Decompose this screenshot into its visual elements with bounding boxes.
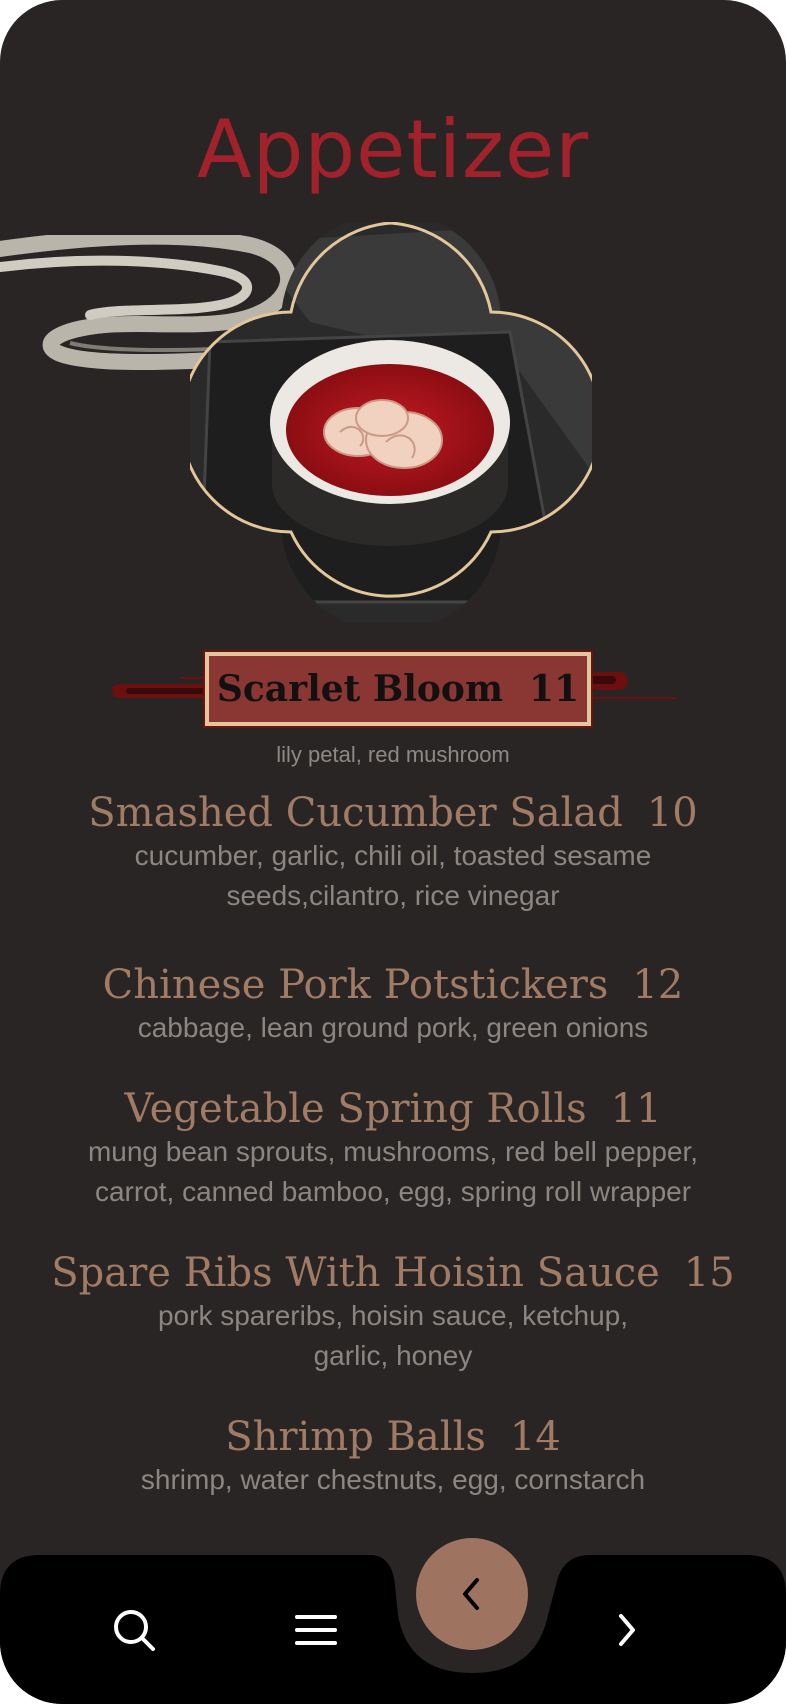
menu-item[interactable] — [40, 1250, 746, 1376]
dish-photo[interactable] — [190, 222, 592, 622]
menu-item-title — [40, 790, 746, 836]
chevron-left-icon — [457, 1574, 487, 1614]
menu-item-description: garlic, honey — [313, 1340, 473, 1371]
ornament-right — [588, 672, 678, 702]
menu-item-description: carrot, canned bamboo, egg, spring roll wrapper — [94, 1176, 692, 1207]
menu-item-description: shrimp, water chestnuts, egg, cornstarch — [140, 1464, 646, 1495]
next-button[interactable] — [596, 1600, 656, 1660]
previous-button[interactable] — [416, 1538, 528, 1650]
menu-button[interactable] — [286, 1600, 346, 1660]
menu-item-name: Spare Ribs With Hoisin Sauce — [51, 1250, 660, 1296]
menu-item-price: 11 — [610, 1086, 662, 1132]
menu-item-title — [40, 1086, 746, 1132]
menu-item-name: Vegetable Spring Rolls — [124, 1086, 587, 1132]
menu-item-description: pork spareribs, hoisin sauce, ketchup, — [157, 1300, 629, 1331]
menu-item-title — [40, 962, 746, 1008]
menu-item[interactable] — [40, 1086, 746, 1212]
chevron-right-icon — [611, 1610, 641, 1650]
ornament-left — [110, 672, 210, 702]
menu-item[interactable] — [40, 790, 746, 916]
menu-item-price: 10 — [646, 790, 698, 836]
menu-item-price: 14 — [509, 1414, 561, 1460]
featured-item-name: Scarlet Bloom — [216, 668, 504, 710]
menu-item[interactable] — [40, 962, 746, 1048]
menu-item-title — [40, 1414, 746, 1460]
featured-item[interactable] — [0, 648, 786, 728]
menu-item[interactable] — [40, 1414, 746, 1500]
featured-item-description: lily petal, red mushroom — [276, 742, 510, 767]
menu-item-description: cabbage, lean ground pork, green onions — [137, 1012, 649, 1043]
featured-item-title — [205, 652, 591, 726]
menu-icon — [294, 1612, 338, 1648]
search-icon — [111, 1607, 157, 1653]
menu-item-price: 12 — [632, 962, 684, 1008]
menu-item-description: mung bean sprouts, mushrooms, red bell pepper, — [87, 1136, 699, 1167]
menu-item-title — [40, 1250, 746, 1296]
featured-item-price: 11 — [529, 668, 580, 710]
search-button[interactable] — [104, 1600, 164, 1660]
menu-item-name: Smashed Cucumber Salad — [88, 790, 623, 836]
menu-item-name: Shrimp Balls — [225, 1414, 486, 1460]
menu-item-description: cucumber, garlic, chili oil, toasted sesame — [134, 840, 652, 871]
menu-item-description: seeds,cilantro, rice vinegar — [226, 880, 560, 911]
page-title: Appetizer — [196, 103, 590, 196]
menu-item-name: Chinese Pork Potstickers — [102, 962, 609, 1008]
menu-item-price: 15 — [683, 1250, 735, 1296]
